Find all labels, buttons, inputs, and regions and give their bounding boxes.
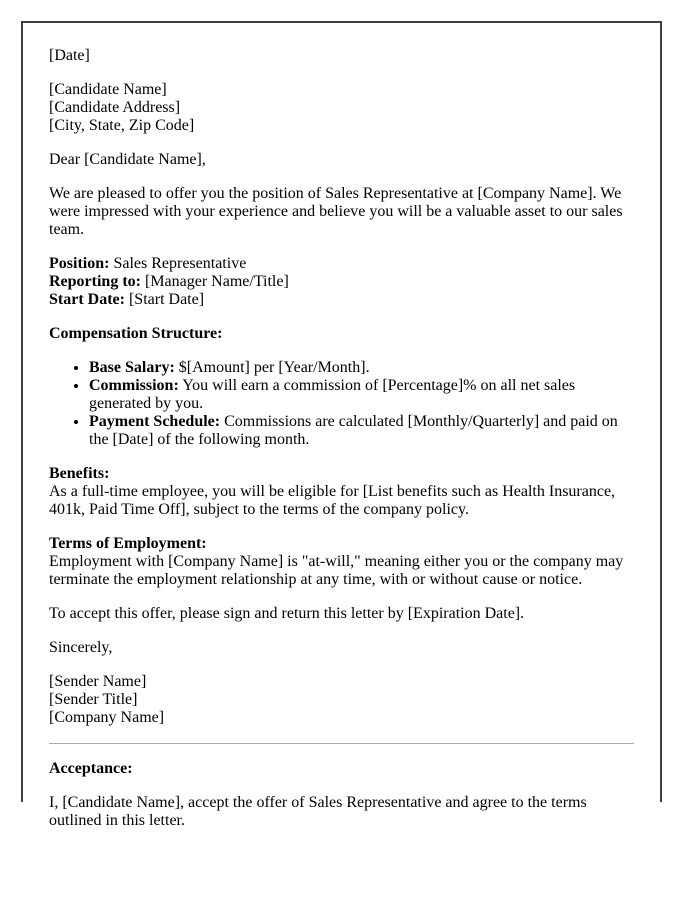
list-item-payment-schedule [89,413,634,449]
commission-label: Commission: [89,377,179,394]
terms-text: Employment with [Company Name] is "at-will," meaning either you or the company may terminate the employment relationship at any time, with or without cause or notice. [49,553,624,588]
terms-heading: Terms of Employment: [49,535,207,552]
intro-paragraph: We are pleased to offer you the position of Sales Representative at [Company Name]. We were impressed with your experience and believe you will be a valuable asset to our sales team. [49,185,623,238]
reporting-label: Reporting to: [49,273,141,290]
reporting-value: [Manager Name/Title] [144,273,289,290]
benefits-section [49,465,634,519]
acceptance-heading: Acceptance: [49,760,133,777]
commission-text: You will earn a commission of [Percentage]% on all net sales generated by you. [89,377,576,412]
letter-date [49,47,634,65]
benefits-heading: Benefits: [49,465,110,482]
recipient-block [49,81,634,135]
list-item-commission [89,377,634,413]
base-salary-label: Base Salary: [89,359,175,376]
start-date-label: Start Date: [49,291,125,308]
closing: Sincerely, [49,639,113,656]
recipient-name: [Candidate Name] [49,81,167,98]
sender-name: [Sender Name] [49,673,147,690]
offer-letter-document [21,21,662,829]
salutation: Dear [Candidate Name], [49,151,206,168]
payment-schedule-label: Payment Schedule: [89,413,221,430]
position-value: Sales Representative [113,255,247,272]
acceptance-divider [49,743,634,744]
benefits-text: As a full-time employee, you will be eligible for [List benefits such as Health Insurance, 401k, Paid Time Off], subject to the terms of the company policy. [49,483,616,518]
sender-company: [Company Name] [49,709,165,726]
start-date-value: [Start Date] [128,291,205,308]
sender-block [49,673,634,727]
payment-schedule-text: Commissions are calculated [Monthly/Quarterly] and paid on the [Date] of the following month. [89,413,618,448]
date-placeholder: [Date] [49,47,90,64]
base-salary-text: $[Amount] per [Year/Month]. [178,359,370,376]
acceptance-statement: I, [Candidate Name], accept the offer of Sales Representative and agree to the terms outlined in this letter. [49,794,587,829]
list-item-base-salary [89,359,634,377]
position-details-block [49,255,634,309]
recipient-address: [Candidate Address] [49,99,181,116]
position-label: Position: [49,255,110,272]
terms-section [49,535,634,589]
compensation-heading: Compensation Structure: [49,325,223,342]
recipient-city-state-zip: [City, State, Zip Code] [49,117,195,134]
compensation-list [49,359,634,449]
sender-title: [Sender Title] [49,691,138,708]
accept-instruction: To accept this offer, please sign and return this letter by [Expiration Date]. [49,605,525,622]
